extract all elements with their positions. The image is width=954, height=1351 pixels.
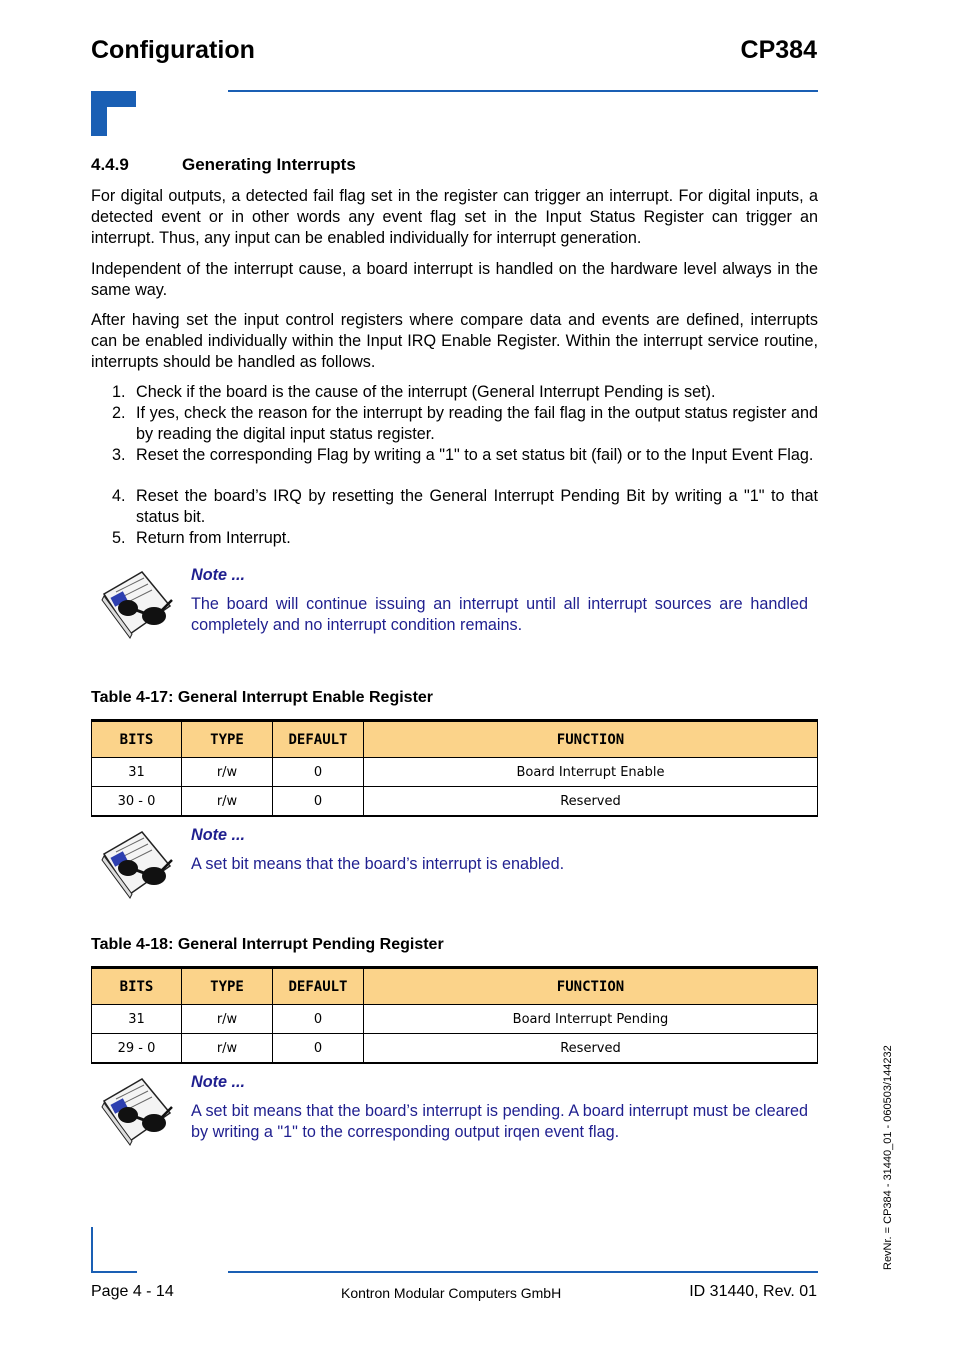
note-heading: Note ... <box>191 826 245 844</box>
table-cell: 29 - 0 <box>92 1034 182 1064</box>
step-text: If yes, check the reason for the interrupt by reading the fail flag in the output status register and by reading the digital input status register. <box>136 404 818 443</box>
column-header: DEFAULT <box>273 968 364 1005</box>
table-caption: Table 4-18: General Interrupt Pending Register <box>91 936 444 953</box>
column-header: FUNCTION <box>364 968 818 1005</box>
table-caption: Table 4-17: General Interrupt Enable Register <box>91 689 434 706</box>
revision-tag: RevNr. = CP384 - 31440_01 - 060503/144232 <box>882 1045 894 1270</box>
note-heading: Note ... <box>191 566 245 584</box>
note-text: A set bit means that the board’s interrupt is enabled. <box>191 855 565 873</box>
table-cell: 30 - 0 <box>92 787 182 817</box>
register-table-enable <box>91 719 818 817</box>
table-cell: r/w <box>182 787 273 817</box>
paragraph: After having set the input control registers where compare data and events are defined, interrupts can be enabled individually within the Input IRQ Enable Register. Within the interrupt service routine, interrupts should be handled as follows. <box>91 311 818 371</box>
note-text: A set bit means that the board’s interrupt is pending. A board interrupt must be cleared by writing a "1" to the corresponding output irqen event flag. <box>191 1102 808 1141</box>
note-glasses-icon <box>98 570 176 642</box>
table-row <box>92 1034 818 1064</box>
table-cell: r/w <box>182 1034 273 1064</box>
table-header-row <box>92 968 818 1005</box>
step-number: 5. <box>112 529 126 547</box>
paragraph: Independent of the interrupt cause, a board interrupt is handled on the hardware level always in the same way. <box>91 260 818 299</box>
header-rule <box>228 90 818 92</box>
register-table-pending <box>91 966 818 1064</box>
corner-mark-horizontal <box>91 91 136 107</box>
step-number: 1. <box>112 383 126 401</box>
table-cell: 31 <box>92 758 182 787</box>
footer-corner-mark <box>91 1227 93 1273</box>
table-cell: r/w <box>182 758 273 787</box>
footer-rule <box>228 1271 818 1273</box>
table-cell: Board Interrupt Pending <box>364 1005 818 1034</box>
footer-corner-mark-horizontal <box>91 1271 137 1273</box>
column-header: BITS <box>92 968 182 1005</box>
table-cell: Reserved <box>364 787 818 817</box>
table-cell: r/w <box>182 1005 273 1034</box>
note-text: The board will continue issuing an interrupt until all interrupt sources are handled completely and no interrupt condition remains. <box>191 595 808 634</box>
table-cell: 31 <box>92 1005 182 1034</box>
table-row <box>92 787 818 817</box>
step-number: 3. <box>112 446 126 464</box>
column-header: FUNCTION <box>364 721 818 758</box>
step-number: 4. <box>112 487 126 505</box>
header-section-title: Configuration <box>91 36 255 64</box>
column-header: TYPE <box>182 968 273 1005</box>
step-text: Reset the corresponding Flag by writing a "1" to a set status bit (fail) or to the Input Event Flag. <box>136 446 814 464</box>
note-glasses-icon <box>98 1077 176 1149</box>
table-cell: 0 <box>273 1034 364 1064</box>
step-number: 2. <box>112 404 126 422</box>
page-number: Page 4 - 14 <box>91 1283 174 1300</box>
step-text: Reset the board’s IRQ by resetting the General Interrupt Pending Bit by writing a "1" to that status bit. <box>136 487 818 526</box>
step-text: Return from Interrupt. <box>136 529 291 547</box>
table-cell: 0 <box>273 787 364 817</box>
table-cell: 0 <box>273 1005 364 1034</box>
column-header: BITS <box>92 721 182 758</box>
company-name: Kontron Modular Computers GmbH <box>341 1285 562 1301</box>
column-header: TYPE <box>182 721 273 758</box>
table-cell: Reserved <box>364 1034 818 1064</box>
note-heading: Note ... <box>191 1073 245 1091</box>
table-cell: 0 <box>273 758 364 787</box>
document-id: ID 31440, Rev. 01 <box>689 1283 817 1300</box>
note-glasses-icon <box>98 830 176 902</box>
paragraph: For digital outputs, a detected fail flag set in the register can trigger an interrupt. For digital inputs, a detected event or in other words any event flag set in the Input Status Register can trigger an interrupt. Thus, any input can be enabled individually for interrupt generation. <box>91 187 818 247</box>
column-header: DEFAULT <box>273 721 364 758</box>
step-text: Check if the board is the cause of the interrupt (General Interrupt Pending is set). <box>136 383 716 401</box>
section-number: 4.4.9 <box>91 155 129 174</box>
table-row <box>92 758 818 787</box>
table-header-row <box>92 721 818 758</box>
table-row <box>92 1005 818 1034</box>
table-cell: Board Interrupt Enable <box>364 758 818 787</box>
header-product-name: CP384 <box>740 36 817 64</box>
section-title: Generating Interrupts <box>182 155 356 174</box>
